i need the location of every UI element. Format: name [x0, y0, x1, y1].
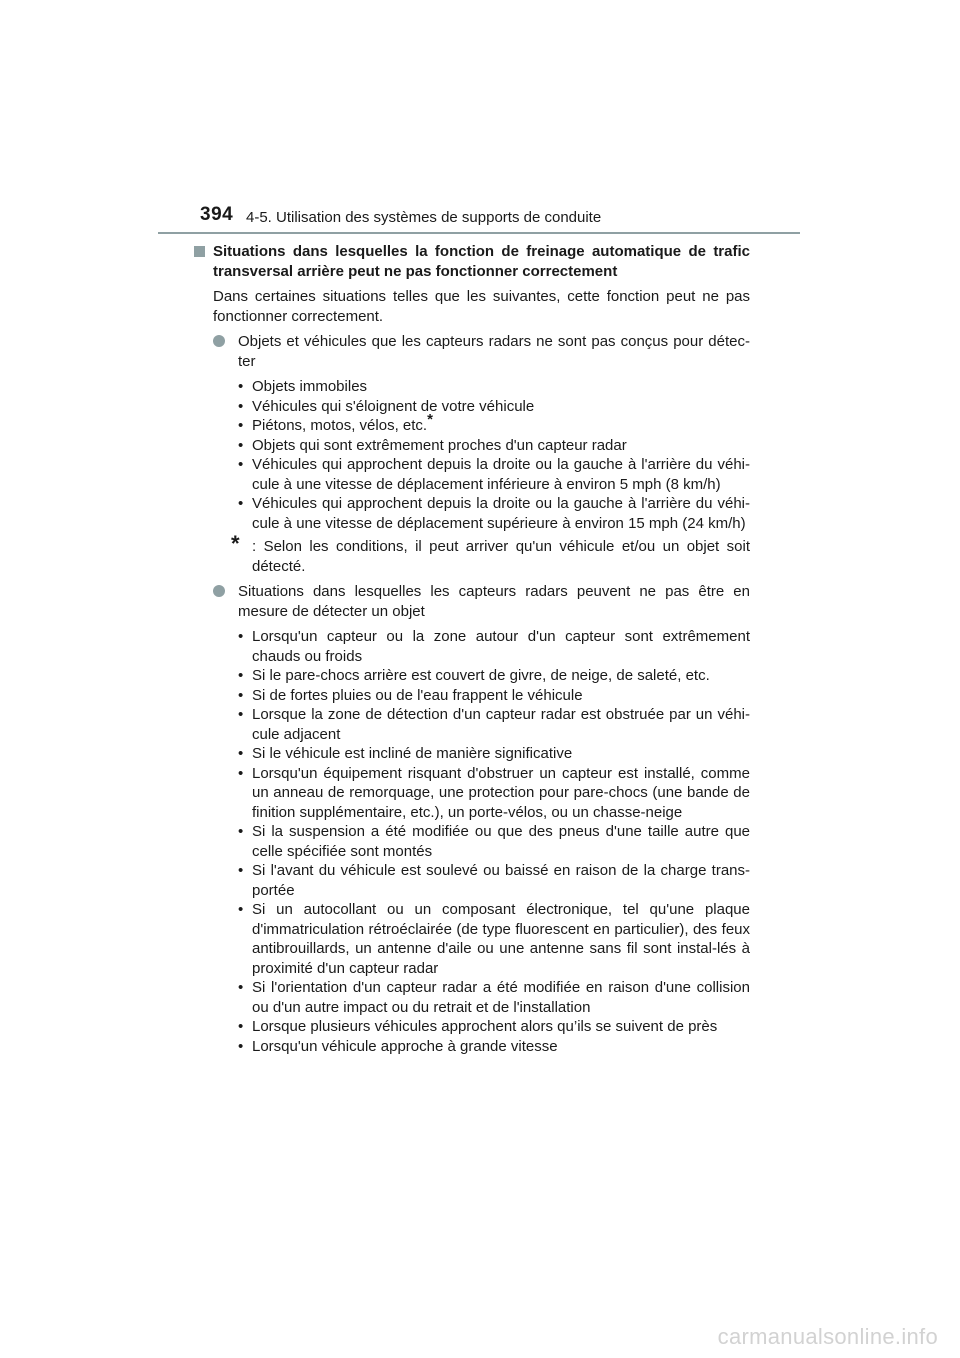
header-rule [158, 232, 800, 234]
bullet-list [194, 627, 750, 1056]
list-item [194, 436, 750, 456]
square-bullet-icon [194, 246, 205, 257]
list-item-text: Lorsqu'un équipement risquant d'obstruer un capteur est installé, comme un anneau de remorquage, une protection pour pare-chocs (une bande de finition supplémentaire, etc.), un porte-vélos, ou un chasse-neige [252, 764, 750, 821]
list-item [194, 411, 750, 436]
list-item-text: Si l'avant du véhicule est soulevé ou baissé en raison de la charge trans-portée [252, 862, 750, 899]
group-detection-limits [194, 582, 750, 1056]
bullet-list [194, 377, 750, 533]
bullet-icon: • [238, 667, 244, 684]
main-content [194, 242, 750, 1056]
bullet-icon: • [238, 764, 244, 782]
bullet-icon: • [238, 417, 244, 434]
list-item-text: Objets immobiles [252, 378, 368, 395]
section-heading-row [194, 242, 750, 281]
bullet-icon: • [238, 495, 244, 512]
bullet-icon: • [238, 823, 244, 840]
bullet-icon: • [238, 436, 244, 454]
list-item [194, 455, 750, 494]
page-header [200, 204, 800, 234]
list-item-text: Objets qui sont extrêmement proches d'un capteur radar [252, 436, 627, 454]
group-title: Objets et véhicules que les capteurs radars ne sont pas conçus pour détec-ter [238, 333, 750, 370]
group-title: Situations dans lesquelles les capteurs radars peuvent ne pas être en mesure de détecter un objet [238, 583, 750, 620]
group-title-row [194, 582, 750, 621]
list-item-text: Piétons, motos, vélos, etc. [252, 417, 428, 434]
bullet-icon: • [238, 901, 244, 918]
page-number: 394 [200, 204, 234, 225]
list-item [194, 822, 750, 861]
bullet-icon: • [238, 378, 244, 395]
list-item-text: Si la suspension a été modifiée ou que des pneus d'une taille autre que celle spécifiée sont montés [252, 823, 750, 860]
list-item-text: Véhicules qui approchent depuis la droite ou la gauche à l'arrière du véhi-cule à une vitesse de déplacement supérieure à environ 15 mph (24 km/h) [252, 495, 750, 532]
list-item [194, 1017, 750, 1037]
bullet-icon: • [238, 1018, 244, 1035]
bullet-icon: • [238, 745, 244, 762]
list-item [194, 494, 750, 533]
list-item [194, 744, 750, 764]
list-item [194, 705, 750, 744]
bullet-icon: • [238, 706, 244, 723]
circle-bullet-icon [213, 335, 225, 347]
group-undetectable-objects [194, 332, 750, 576]
bullet-icon: • [238, 1037, 244, 1055]
section-heading: Situations dans lesquelles la fonction de freinage automatique de trafic transversal arrière peut ne pas fonctionner correctement [213, 243, 750, 280]
list-item-text: Lorsque plusieurs véhicules approchent alors qu’ils se suivent de près [252, 1018, 718, 1035]
list-item [194, 397, 750, 417]
watermark: carmanualsonline.info [717, 1324, 938, 1349]
bullet-icon: • [238, 628, 244, 645]
chapter-title: 4-5. Utilisation des systèmes de supports de conduite [246, 209, 602, 226]
footnote [194, 531, 750, 576]
list-item [194, 861, 750, 900]
list-item [194, 978, 750, 1017]
list-item [194, 666, 750, 686]
group-title-row [194, 332, 750, 371]
circle-bullet-icon [213, 585, 225, 597]
footnote-text: : Selon les conditions, il peut arriver qu'un véhicule et/ou un objet soit détecté. [252, 538, 750, 575]
list-item-text: Si l'orientation d'un capteur radar a été modifiée en raison d'une collision ou d'un autre impact ou du retrait et de l'installation [252, 979, 750, 1016]
bullet-icon: • [238, 397, 244, 415]
list-item [194, 686, 750, 706]
list-item [194, 377, 750, 397]
footnote-marker: * [231, 531, 240, 556]
bullet-icon: • [238, 862, 244, 879]
bullet-icon: • [238, 456, 244, 473]
list-item-text: Si un autocollant ou un composant électronique, tel qu'une plaque d'immatriculation rétroéclairée (de type fluorescent en particulier), des feux antibrouillards, un antenne d'aile ou une antenne sans fil sont instal-lés à proximité d'un capteur radar [252, 901, 750, 977]
list-item-text: Si de fortes pluies ou de l'eau frappent le véhicule [252, 686, 583, 704]
list-item [194, 1037, 750, 1057]
bullet-icon: • [238, 979, 244, 996]
list-item-text: Lorsque la zone de détection d'un capteur radar est obstruée par un véhi-cule adjacent [252, 706, 750, 743]
list-item [194, 627, 750, 666]
list-item-text: Si le pare-chocs arrière est couvert de givre, de neige, de saleté, etc. [252, 667, 710, 684]
list-item-text: Véhicules qui s'éloignent de votre véhicule [252, 397, 535, 415]
list-item-text: Si le véhicule est incliné de manière significative [252, 745, 573, 762]
footnote-star-icon: * [427, 411, 433, 428]
list-item-text: Lorsqu'un capteur ou la zone autour d'un capteur sont extrêmement chauds ou froids [252, 628, 750, 665]
list-item [194, 900, 750, 978]
section-intro: Dans certaines situations telles que les suivantes, cette fonction peut ne pas fonctionner correctement. [213, 288, 750, 325]
bullet-icon: • [238, 686, 244, 704]
list-item [194, 764, 750, 823]
list-item-text: Lorsqu'un véhicule approche à grande vitesse [252, 1037, 558, 1055]
list-item-text: Véhicules qui approchent depuis la droite ou la gauche à l'arrière du véhi-cule à une vitesse de déplacement inférieure à environ 5 mph (8 km/h) [252, 456, 750, 493]
